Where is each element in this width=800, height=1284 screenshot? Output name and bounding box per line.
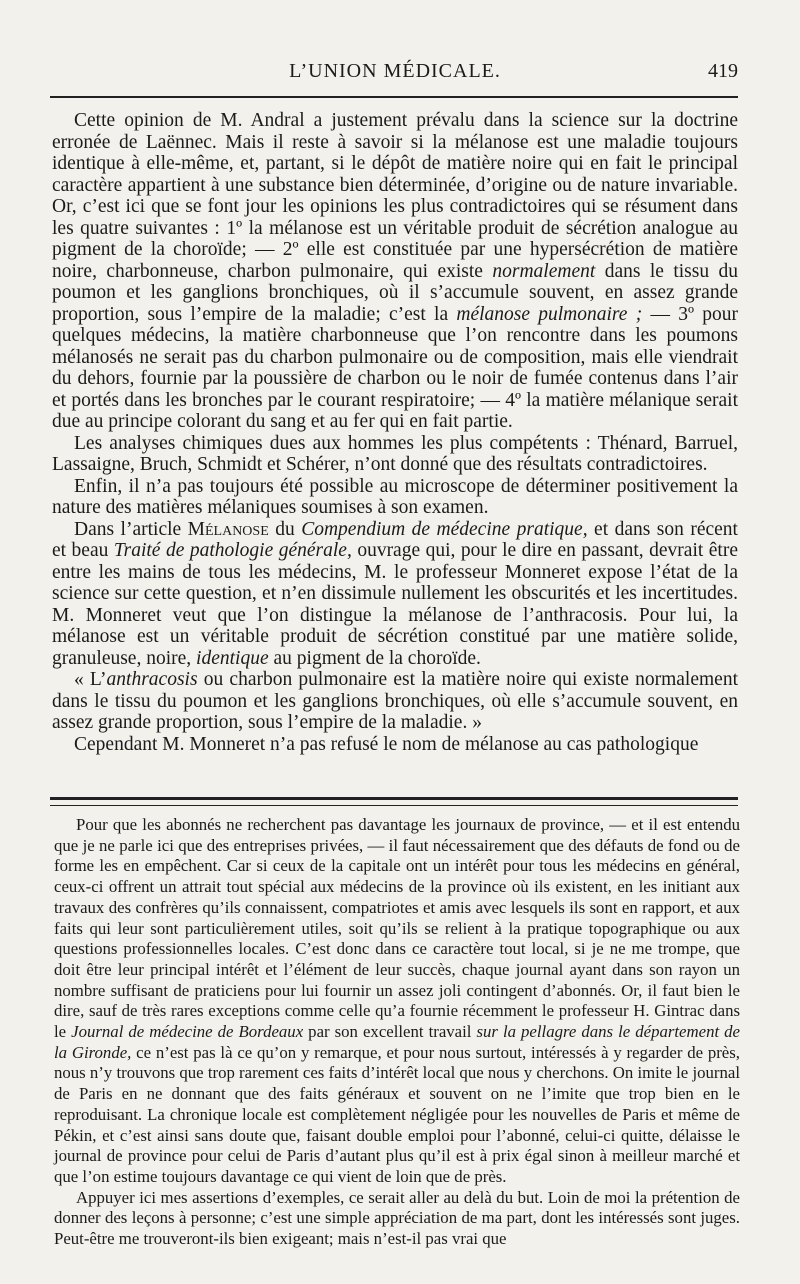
text-run: ce n’est pas là ce qu’on y remarque, et pour nous surtout, intéressés à y regarder de près, nous n’y trouvons que trop rarement ces faits d’intérêt local que nous y cherchons. On imite le journal de Paris en ne donnant que des faits généraux et souvent on ne l’imite que trop bien en le reproduisant. La chronique locale est complètement négligée pour les nouvelles de Paris et même de Pékin, et c’est ainsi sans doute que, faisant double emploi pour l’abonné, celui-ci quitte, délaisse le journal de province pour celui de Paris d’autant plus qu’il est à prix égal sinon à meilleur marché et que l’on estime toujours davantage ce qui vient de loin que de près.	[54, 1042, 740, 1186]
text-run: du	[268, 518, 302, 540]
text-run: Pour que les abonnés ne recherchent pas davantage les journaux de province, — et il est entendu que je ne parle ici que des entreprises privées, — il faut nécessairement que des défauts de fond ou de forme les en empêchent. Car si ceux de la capitale ont un intérêt pour tous les médecins en général, ceux-ci offrent un attrait tout spécial aux médecins de la province où ils existent, en les initiant aux travaux des confrères qu’ils connaissent, compatriotes et amis avec lesquels ils sont en rapport, et aux faits qui leur sont particulièrement utiles, soit qu’ils se relient à la pratique topographique ou aux questions professionnelles locales. C’est donc dans ce caractère tout local, si je ne me trompe, que doit être leur principal intérêt et l’élément de leur succès, chaque journal ayant dans son rayon un nombre suffisant de praticiens pour lui fournir un assez joli contingent d’abonnés. Or, il faut bien le dire, sauf de très rares exceptions comme celle qu’a fournie récemment le professeur H. Gintrac dans le	[54, 815, 740, 1042]
italic-run: Journal de médecine de Bordeaux	[71, 1022, 304, 1042]
footnote-separator	[50, 797, 738, 806]
text-run: — 3º pour quelques médecins, la matière charbonneuse que l’on rencontre dans les poumons mélanosés ne serait pas du charbon pulmonaire ou de composition, mais elle viendrait du dehors, fournie par la poussière de charbon ou le noir de fumée contenus dans l’air et portés dans les bronches par le courant respiratoire; — 4º la matière mélanique serait due au principe colorant du sang et au fer qui en fait partie.	[52, 303, 738, 432]
page-number: 419	[708, 60, 738, 82]
italic-run: sur la pellagre dans le département de la Gironde,	[54, 1022, 741, 1062]
paragraph-1	[52, 110, 738, 433]
paragraph-3: Enfin, il n’a pas toujours été possible au microscope de déterminer positivement la nature des matières mélaniques soumises à son examen.	[52, 475, 738, 518]
italic-run: Traité de pathologie générale,	[113, 540, 352, 561]
header-rule	[50, 96, 738, 98]
paragraph-6: Cependant M. Monneret n’a pas refusé le nom de mélanose au cas pathologique	[74, 733, 699, 755]
text-run: ou charbon pulmonaire est la matière noire qui existe normalement dans le tissu du poumon et les ganglions bronchiques, où elle s’accumule souvent, en assez grande proportion, sous l’empire de la maladie. »	[52, 669, 738, 733]
text-run: ouvrage qui, pour le dire en passant, devrait être entre les mains de tous les médecins, M. le professeur Monneret expose l’état de la science sur cette question, et n’en dissimule nullement les obscurités et les incertitudes. M. Monneret veut que l’on distingue la mélanose de l’anthracosis. Pour lui, la mélanose est un véritable produit de sécrétion constitué par une matière solide, granuleuse, noire,	[52, 540, 738, 669]
italic-run: mélanose pulmonaire ;	[456, 303, 643, 325]
italic-run: normalement	[492, 260, 596, 282]
text-run: et dans son récent et beau	[52, 518, 738, 561]
paragraph-5	[52, 669, 738, 734]
italic-run: Compendium de médecine pratique,	[301, 518, 588, 540]
text-run: au pigment de la choroïde.	[268, 647, 481, 669]
italic-run: anthracosis	[106, 669, 198, 690]
text-run: par son excellent travail	[303, 1022, 477, 1042]
journal-title: L’UNION MÉDICALE.	[289, 60, 501, 82]
text-run: dans le tissu du poumon et les ganglions bronchiques, où il s’accumule souvent, en assez grande proportion, sous l’empire de la maladie; c’est la	[52, 260, 738, 325]
text-run: Dans l’article	[74, 518, 188, 540]
paragraph-2: Les analyses chimiques dues aux hommes les plus compétents : Thénard, Barruel, Lassaigne, Bruch, Schmidt et Schérer, n’ont donné que des résultats contradictoires.	[52, 432, 738, 475]
note-paragraph-1	[54, 815, 740, 1188]
smallcaps-run: Mélanose	[187, 518, 269, 540]
paragraph-4	[52, 519, 738, 670]
text-run: « L’	[74, 669, 107, 690]
italic-run: identique	[196, 647, 269, 669]
main-text	[52, 110, 738, 755]
text-run: Cette opinion de M. Andral a justement prévalu dans la science sur la doctrine erronée de Laënnec. Mais il reste à savoir si la mélanose est une maladie toujours identique à elle-même, et, partant, si le dépôt de matière noire qui en fait le principal caractère appartient à une substance bien déterminée, d’origine ou de nature invariable. Or, c’est ici que se font jour les opinions les plus contradictoires qui se résument dans les quatre suivantes : 1º la mélanose est un véritable produit de sécrétion analogue au pigment de la choroïde; — 2º elle est constituée par une hypersécrétion de matière noire, charbonneuse, charbon pulmonaire, qui existe	[52, 110, 738, 282]
running-header	[52, 60, 738, 90]
feuilleton-text	[54, 815, 740, 1250]
note-paragraph-2: Appuyer ici mes assertions d’exemples, ce serait aller au delà du but. Loin de moi la prétention de donner des leçons à personne; c’est une simple appréciation de ma part, dont les intéressés sont juges. Peut-être me trouveront-ils bien exigeant; mais n’est-il pas vrai que	[54, 1187, 740, 1249]
